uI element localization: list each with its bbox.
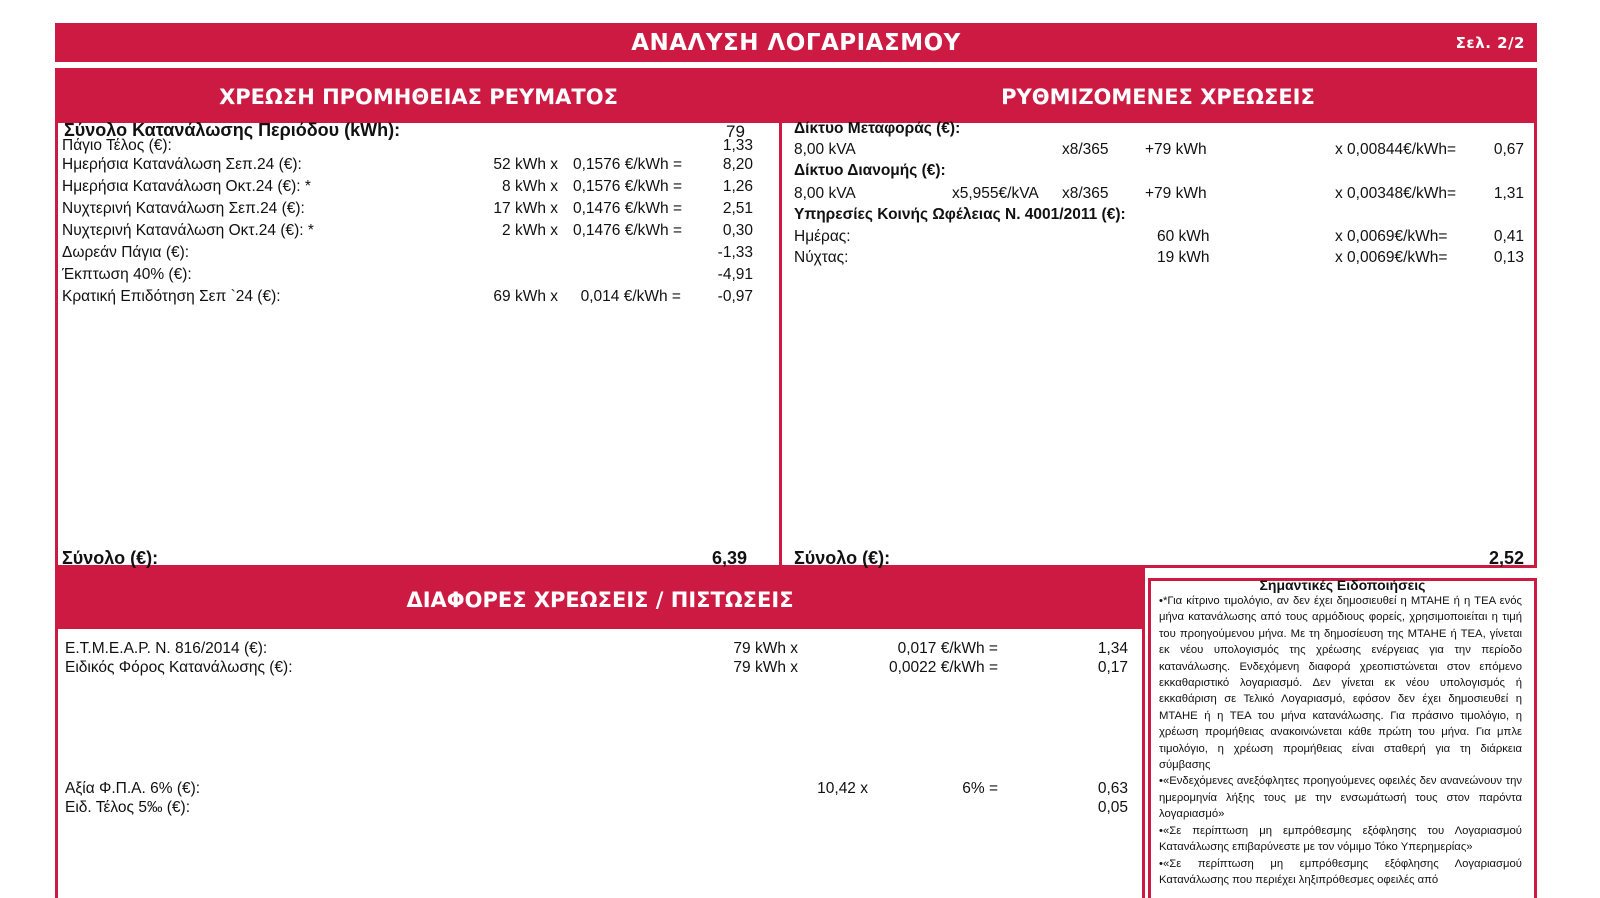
supply-row-qty: 52 kWh x (493, 156, 558, 173)
psc-row-amount: 0,13 (1493, 249, 1524, 266)
transmission-kwh: +79 kWh (1145, 141, 1207, 158)
distribution-amount: 1,31 (1493, 185, 1524, 202)
misc-row-rate: 0,017 €/kWh = (897, 640, 998, 657)
regulated-total-label: Σύνολο (€): (794, 548, 891, 568)
supply-row-label: Νυχτερινή Κατανάλωση Σεπ.24 (€): (62, 200, 305, 217)
supply-row-amount: 8,20 (722, 156, 753, 173)
vat-label: Αξία Φ.Π.Α. 6% (€): (65, 780, 201, 797)
supply-row-qty: 2 kWh x (502, 222, 558, 239)
supply-row-amount: -1,33 (717, 244, 753, 261)
misc-row-amount: 0,17 (1097, 659, 1128, 676)
regulated-charges-section (779, 68, 1537, 568)
regulated-total-value: 2,52 (1488, 548, 1524, 568)
distribution-label: Δίκτυο Διανομής (€): (794, 162, 946, 179)
misc-row-rate: 0,0022 €/kWh = (889, 659, 998, 676)
psc-row-label: Ημέρας: (794, 228, 851, 245)
distribution-days: x8/365 (1062, 185, 1109, 202)
vat-rate: 6% = (962, 780, 998, 797)
notices-title: Σημαντικές Ειδοποιήσεις (1259, 577, 1426, 593)
supply-row-rate: 0,014 €/kWh = (580, 288, 681, 305)
levy-label: Ειδ. Τέλος 5‰ (€): (65, 799, 191, 816)
supply-row-rate: 0,1576 €/kWh = (573, 156, 682, 173)
supply-row-amount: 1,26 (722, 178, 753, 195)
transmission-days: x8/365 (1062, 141, 1109, 158)
supply-total-value: 6,39 (711, 548, 747, 568)
notice-paragraph: •«Ενδεχόμενες ανεξόφλητες προηγούμενες οφειλές δεν ανανεώνουν την ημερομηνία λήξης τους με την ενσωμάτωσή τους στον παρόντα λογαριασμό» (1159, 775, 1522, 821)
important-notices-section (1148, 578, 1537, 898)
misc-row-qty: 79 kWh x (733, 659, 798, 676)
distribution-kwh: +79 kWh (1145, 185, 1207, 202)
psc-row-rate: x 0,0069€/kWh= (1335, 228, 1448, 245)
supply-row-amount: 2,51 (722, 200, 753, 217)
misc-row-amount: 1,34 (1097, 640, 1128, 657)
psc-row-amount: 0,41 (1493, 228, 1524, 245)
misc-row-label: Ε.Τ.Μ.Ε.Α.Ρ. Ν. 816/2014 (€): (65, 640, 268, 657)
misc-charges-header: ΔΙΑΦΟΡΕΣ ΧΡΕΩΣΕΙΣ / ΠΙΣΤΩΣΕΙΣ (58, 571, 1142, 629)
misc-charges-section (55, 568, 1145, 898)
transmission-label: Δίκτυο Μεταφοράς (€): (794, 120, 961, 137)
distribution-kva-rate: x5,955€/kVA (952, 185, 1039, 202)
misc-row-qty: 79 kWh x (733, 640, 798, 657)
distribution-rate: x 0,00348€/kWh= (1335, 185, 1457, 202)
distribution-kva: 8,00 kVA (794, 185, 856, 202)
vat-base: 10,42 x (817, 780, 868, 797)
page-title-bar (55, 23, 1537, 62)
notice-paragraph: •*Για κίτρινο τιμολόγιο, αν δεν έχει δημοσιευθεί η ΜΤΑΗΕ ή η ΤΕΑ ενός μήνα κατανάλωσης από τους αρμόδιους φορείς, χρησιμοποιείται η τιμή του προηγούμενου μήνα. Με τη δημοσίευση της ΜΤΑΗΕ ή ΤΕΑ, γίνεται εκ νέου υπολογισμός της χρέωσης ενέργειας για την περίοδο κατανάλωσης. Ενδεχόμενη διαφορά χρεοπιστώνεται στον επόμενο εκκαθαριστικό λογαριασμό. Δεν γίνεται εκ νέου υπολογισμός ή εκκαθάριση σε Τελικό Λογαριασμό, εφόσον δεν έχει δημοσιευθεί η ΜΤΑΗΕ ή η ΤΕΑ του μήνα κατανάλωσης. Για πράσινο τιμολόγιο, η χρέωση προμήθειας ανακοινώνεται κάθε πρώτη του μήνα. Για μπλε τιμολόγιο, η χρέωση προμήθειας είναι σταθερή για τη διάρκεια σύμβασης (1159, 595, 1522, 772)
notice-paragraph: •«Σε περίπτωση μη εμπρόθεσμης εξόφλησης Λογαριασμού Κατανάλωσης που περιέχει ληξιπρόθεσμες οφειλές από (1159, 857, 1522, 886)
levy-amount: 0,05 (1097, 799, 1128, 816)
supply-row-label: Έκπτωση 40% (€): (62, 266, 192, 283)
supply-row-qty: 8 kWh x (502, 178, 558, 195)
page-title: ΑΝΑΛΥΣΗ ΛΟΓΑΡΙΑΣΜΟΥ (631, 29, 961, 56)
psc-row-kwh: 19 kWh (1157, 249, 1210, 266)
supply-row-amount: -0,97 (717, 288, 753, 305)
notices-body (1159, 593, 1522, 888)
supply-charges-header: ΧΡΕΩΣΗ ΠΡΟΜΗΘΕΙΑΣ ΡΕΥΜΑΤΟΣ (58, 71, 779, 123)
page-number: Σελ. 2/2 (1455, 34, 1525, 52)
supply-row-label: Ημερήσια Κατανάλωση Σεπ.24 (€): (62, 156, 302, 173)
supply-row-label: Νυχτερινή Κατανάλωση Οκτ.24 (€): * (62, 222, 314, 239)
consumption-value: 79 (726, 122, 745, 141)
psc-row-rate: x 0,0069€/kWh= (1335, 249, 1448, 266)
psc-label: Υπηρεσίες Κοινής Ωφέλειας Ν. 4001/2011 (€): (794, 206, 1126, 223)
supply-row-label: Πάγιο Τέλος (€): (62, 137, 172, 154)
supply-row-rate: 0,1576 €/kWh = (573, 178, 682, 195)
supply-row-qty: 17 kWh x (493, 200, 558, 217)
supply-charges-section (55, 68, 782, 568)
transmission-amount: 0,67 (1493, 141, 1524, 158)
misc-row-label: Ειδικός Φόρος Κατανάλωσης (€): (65, 659, 293, 676)
supply-row-amount: 0,30 (722, 222, 753, 239)
vat-amount: 0,63 (1097, 780, 1128, 797)
supply-row-qty: 69 kWh x (493, 288, 558, 305)
psc-row-kwh: 60 kWh (1157, 228, 1210, 245)
supply-row-label: Ημερήσια Κατανάλωση Οκτ.24 (€): * (62, 178, 311, 195)
supply-row-rate: 0,1476 €/kWh = (573, 200, 682, 217)
supply-row-label: Δωρεάν Πάγια (€): (62, 244, 190, 261)
supply-row-rate: 0,1476 €/kWh = (573, 222, 682, 239)
transmission-kva: 8,00 kVA (794, 141, 856, 158)
supply-row-label: Κρατική Επιδότηση Σεπ `24 (€): (62, 288, 281, 305)
regulated-charges-header: ΡΥΘΜΙΖΟΜΕΝΕΣ ΧΡΕΩΣΕΙΣ (782, 71, 1534, 123)
psc-row-label: Νύχτας: (794, 249, 849, 266)
consumption-label: Σύνολο Κατανάλωσης Περιόδου (kWh): (64, 120, 401, 140)
supply-row-amount: -4,91 (717, 266, 753, 283)
notice-paragraph: •«Σε περίπτωση μη εμπρόθεσμης εξόφλησης του Λογαριασμού Κατανάλωσης επιβαρύνεστε με τον νόμιμο Τόκο Υπερημερίας» (1159, 824, 1522, 854)
transmission-rate: x 0,00844€/kWh= (1335, 141, 1457, 158)
supply-row-amount: 1,33 (722, 137, 753, 154)
supply-total-label: Σύνολο (€): (62, 548, 159, 568)
